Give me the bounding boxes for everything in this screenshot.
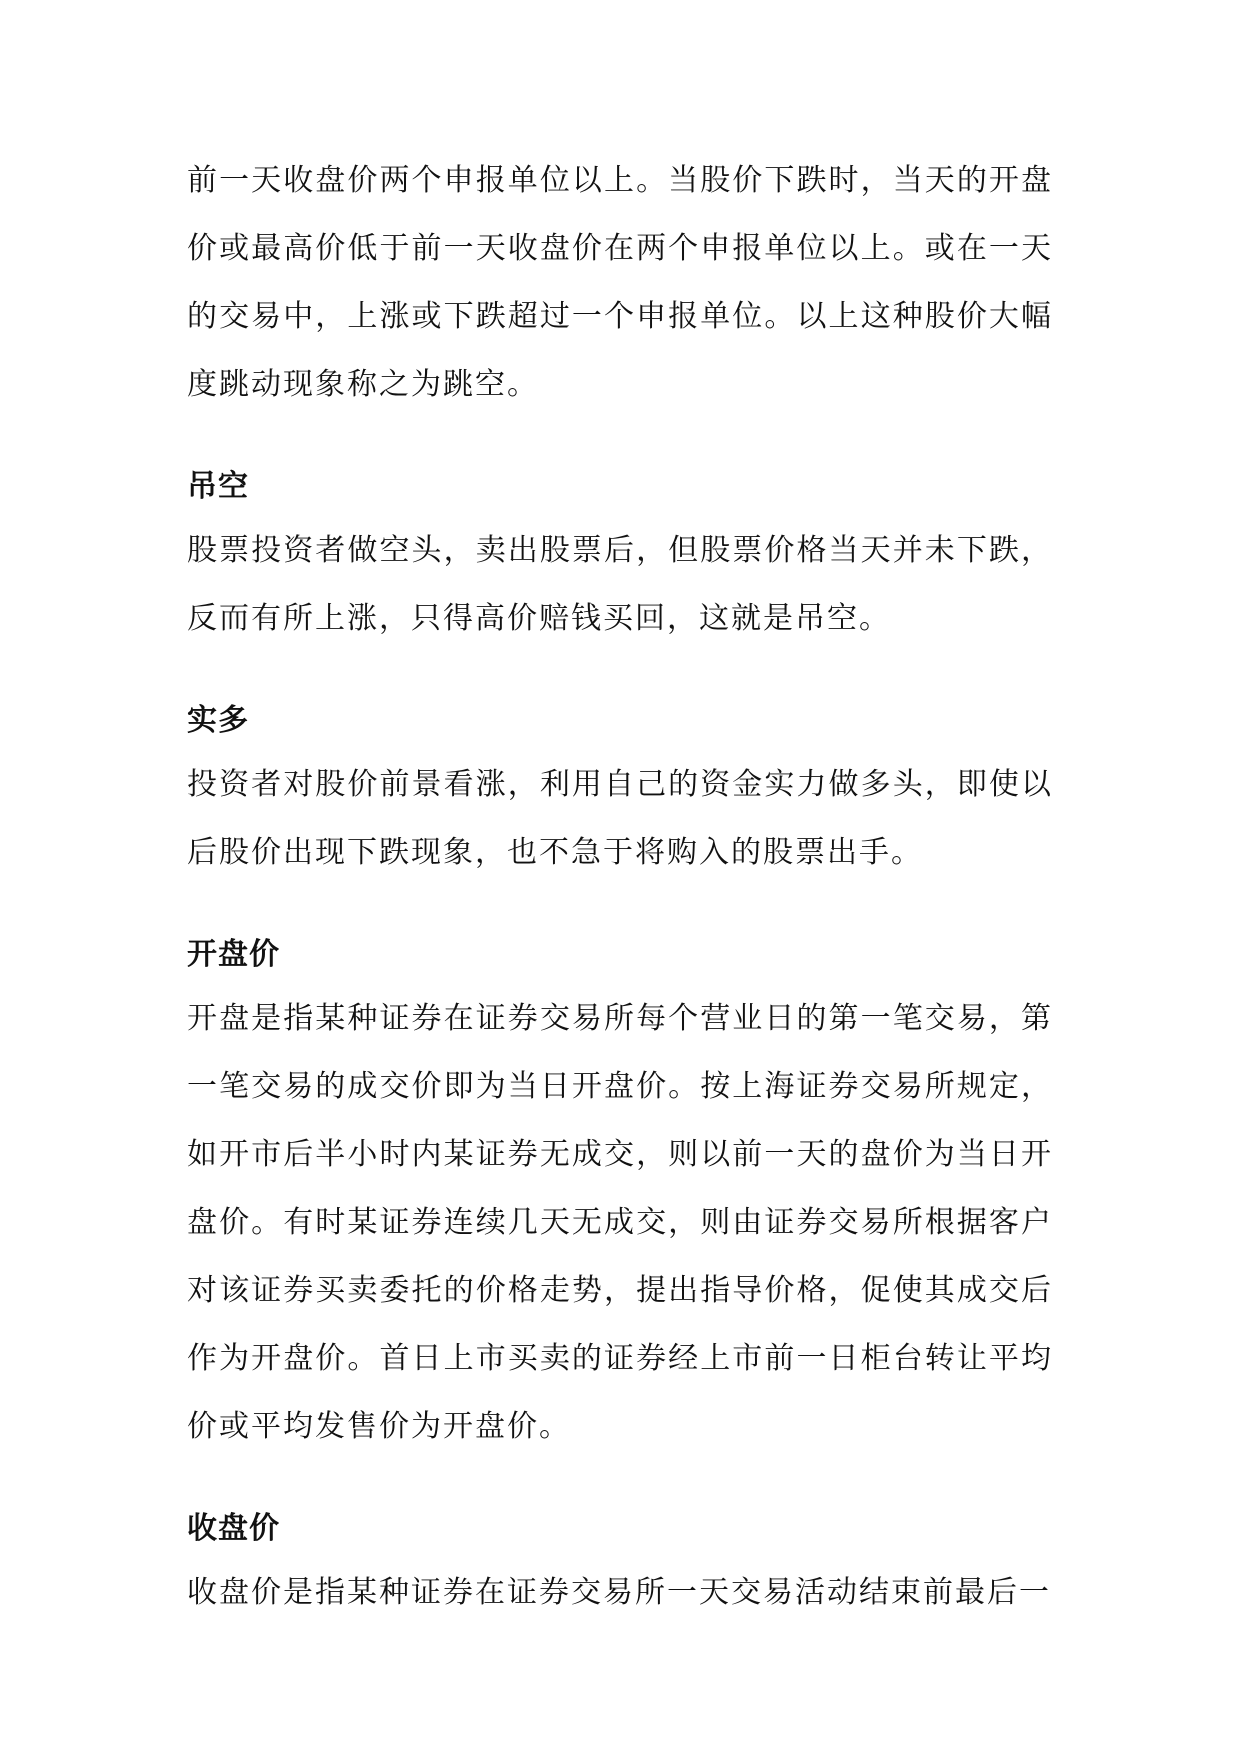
section-body: 投资者对股价前景看涨，利用自己的资金实力做多头，即使以后股价出现下跌现象，也不急于将购入的股票出手。 [187, 767, 1053, 870]
section-heading: 实多 [187, 703, 249, 738]
document-body [187, 147, 1053, 1627]
section-heading: 吊空 [187, 469, 249, 504]
intro-paragraph: 前一天收盘价两个申报单位以上。当股价下跌时，当天的开盘价或最高价低于前一天收盘价在两个申报单位以上。或在一天的交易中，上涨或下跌超过一个申报单位。以上这种股价大幅度跳动现象称之为跳空。 [187, 163, 1053, 402]
section-heading: 开盘价 [187, 937, 280, 972]
section-body: 开盘是指某种证券在证券交易所每个营业日的第一笔交易，第一笔交易的成交价即为当日开盘价。按上海证券交易所规定，如开市后半小时内某证券无成交，则以前一天的盘价为当日开盘价。有时某证券连续几天无成交，则由证券交易所根据客户对该证券买卖委托的价格走势，提出指导价格，促使其成交后作为开盘价。首日上市买卖的证券经上市前一日柜台转让平均价或平均发售价为开盘价。 [187, 1001, 1053, 1444]
section-body: 收盘价是指某种证券在证券交易所一天交易活动结束前最后一 [187, 1575, 1051, 1610]
section-shiduo [187, 691, 1053, 887]
section-body: 股票投资者做空头，卖出股票后，但股票价格当天并未下跌，反而有所上涨，只得高价赔钱买回，这就是吊空。 [187, 533, 1053, 636]
section-heading: 收盘价 [187, 1511, 280, 1546]
section-diaokong [187, 457, 1053, 653]
section-closing-price [187, 1499, 1053, 1627]
section-opening-price [187, 925, 1053, 1461]
